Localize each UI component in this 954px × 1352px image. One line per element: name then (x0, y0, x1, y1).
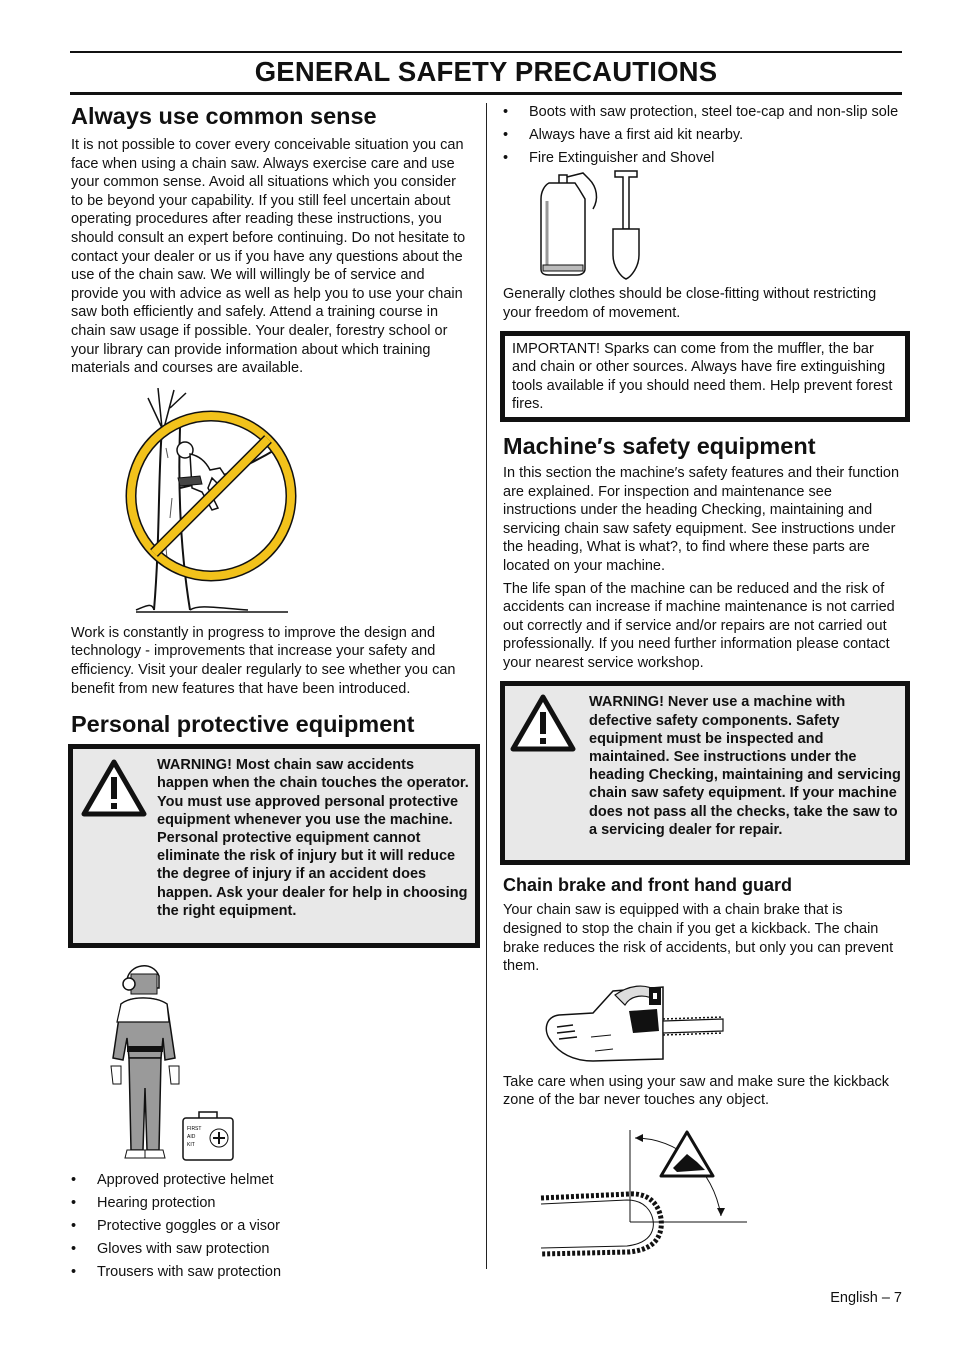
header-rule-bottom (70, 92, 902, 95)
warning-triangle-icon (81, 759, 147, 817)
ppe-list-continued (503, 103, 903, 167)
list-item: • Always have a first aid kit nearby. (503, 126, 903, 145)
machine-warning-text: WARNING! Never use a machine with defective safety components. Safety equipment must be inspected and maintained. See instructions under the heading Checking, maintaining and servicing chain saw safety equipment. If your machine does not pass all the checks, take the saw to a servicing dealer for repair. (589, 694, 901, 838)
list-item: • Trousers with saw protection (71, 1263, 471, 1282)
ppe-warning-box (68, 744, 480, 948)
warning-triangle-icon (510, 694, 576, 752)
first-aid-kit-label: AID (187, 1134, 196, 1141)
improvements-paragraph: Work is constantly in progress to improve the design and technology - improvements that increase your safety and efficiency. Visit your dealer regularly to see whether you can benefit from new features that have been introduced. (71, 624, 456, 697)
column-divider (486, 103, 487, 1269)
chain-brake-saw-illustration (533, 981, 733, 1067)
first-aid-kit-label: FIRST (187, 1126, 202, 1133)
list-item: • Approved protective helmet (71, 1171, 471, 1190)
chain-brake-paragraph-2: Take care when using your saw and make sure the kickback zone of the bar never touches any object. (503, 1073, 890, 1109)
ppe-list (71, 1171, 471, 1281)
clothing-paragraph: Generally clothes should be close-fitting without restricting your freedom of movement. (503, 286, 877, 321)
ppe-warning-text: WARNING! Most chain saw accidents happen when the chain touches the operator. You must use approved personal protective equipment whenever you use the machine. Personal protective equipment cannot eliminate the risk of injury but it will reduce the degree of injury if an accident does happen. Ask your dealer for help in choosing the right equipment. (157, 757, 469, 919)
list-item: • Gloves with saw protection (71, 1240, 471, 1259)
common-sense-paragraph: It is not possible to cover every conceivable situation you can face when using a chain saw. Always exercise care and use your common sense. Avoid all situations which you consider to be beyond your capability. If you still feel uncertain about operating procedures after reading these instructions, you should consult an expert before continuing. Do not hesitate to contact your dealer or us if you have any questions about the use of the chain saw. We will willingly be of service and provide you with advice as well as help you to use your chain saw both efficiently and safely. Attend a training course in chain saw usage if possible. Your dealer, forestry school or your library can provide information about which training materials and courses are available. (71, 137, 466, 377)
section-heading-machine-safety: Machine′s safety equipment (503, 432, 816, 459)
fire-extinguisher-and-shovel-illustration (533, 169, 663, 284)
list-item: • Protective goggles or a visor (71, 1217, 471, 1236)
page-footer: English – 7 (830, 1290, 902, 1306)
section-heading-ppe: Personal protective equipment (71, 711, 415, 738)
subheading-chain-brake: Chain brake and front hand guard (503, 875, 793, 896)
machine-warning-box (500, 681, 910, 865)
list-item: • Boots with saw protection, steel toe-cap and non-slip sole (503, 103, 903, 122)
operator-with-protective-equipment-illustration (107, 958, 307, 1168)
important-notice-text: IMPORTANT! Sparks can come from the muffler, the bar and chain or other sources. Always have fire extinguishing tools available if you should need them. Help prevent forest fires. (512, 340, 893, 413)
header-rule-top (70, 51, 902, 53)
kickback-zone-illustration (537, 1118, 757, 1268)
left-column (71, 100, 471, 1281)
list-item: • Fire Extinguisher and Shovel (503, 149, 903, 168)
first-aid-kit-label: KIT (187, 1142, 195, 1149)
machine-safety-paragraph-1: In this section the machine′s safety features and their function are explained. For inspection and maintenance see instructions under the heading Checking, maintaining and servicing chain saw safety equipment. See instructions under the heading, What is what?, to find where these parts are located on your machine. (503, 464, 900, 574)
tree-climber-prohibited-illustration (108, 388, 308, 618)
chain-brake-paragraph-1: Your chain saw is equipped with a chain brake that is designed to stop the chain if you get a kickback. The chain brake reduces the risk of accidents, but only you can prevent them. (503, 902, 894, 975)
section-heading-common-sense: Always use common sense (71, 103, 377, 129)
right-column (503, 100, 903, 1268)
machine-safety-paragraph-2: The life span of the machine can be reduced and the risk of accidents can increase if machine maintenance is not carried out correctly and if service and/or repairs are not carried out professionally. If you need further information please contact your nearest service workshop. (503, 580, 895, 671)
list-item: • Hearing protection (71, 1194, 471, 1213)
page-title: GENERAL SAFETY PRECAUTIONS (254, 56, 718, 87)
important-notice-box (500, 331, 910, 422)
